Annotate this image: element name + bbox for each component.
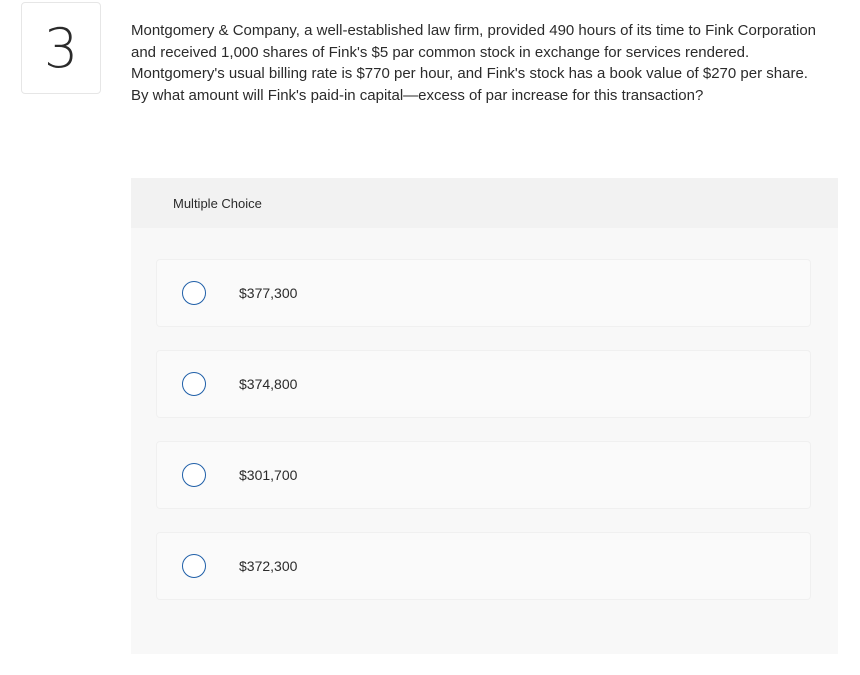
- choice-option-4[interactable]: [157, 533, 810, 599]
- choice-label: $374,800: [239, 376, 298, 392]
- choice-option-2[interactable]: [157, 351, 810, 417]
- multiple-choice-header: Multiple Choice: [173, 195, 262, 211]
- choice-option-3[interactable]: [157, 442, 810, 508]
- radio-button-icon[interactable]: [182, 554, 206, 578]
- radio-button-icon[interactable]: [182, 463, 206, 487]
- radio-button-icon[interactable]: [182, 281, 206, 305]
- multiple-choice-panel: [131, 178, 838, 654]
- question-text: Montgomery & Company, a well-established law firm, provided 490 hours of its time to Fink Corporation and received 1,000 shares of Fink's $5 par common stock in exchange for services rendered. Montgomery's usual billing rate is $770 per hour, and Fink's stock has a book value of $270 per share. By what amount will Fink's paid-in capital—excess of par increase for this transaction?: [131, 22, 817, 104]
- question-number: 3: [21, 2, 101, 94]
- choice-label: $377,300: [239, 285, 298, 301]
- choice-label: $301,700: [239, 467, 298, 483]
- choices-container: [131, 228, 838, 654]
- choice-option-1[interactable]: [157, 260, 810, 326]
- choice-label: $372,300: [239, 558, 298, 574]
- radio-button-icon[interactable]: [182, 372, 206, 396]
